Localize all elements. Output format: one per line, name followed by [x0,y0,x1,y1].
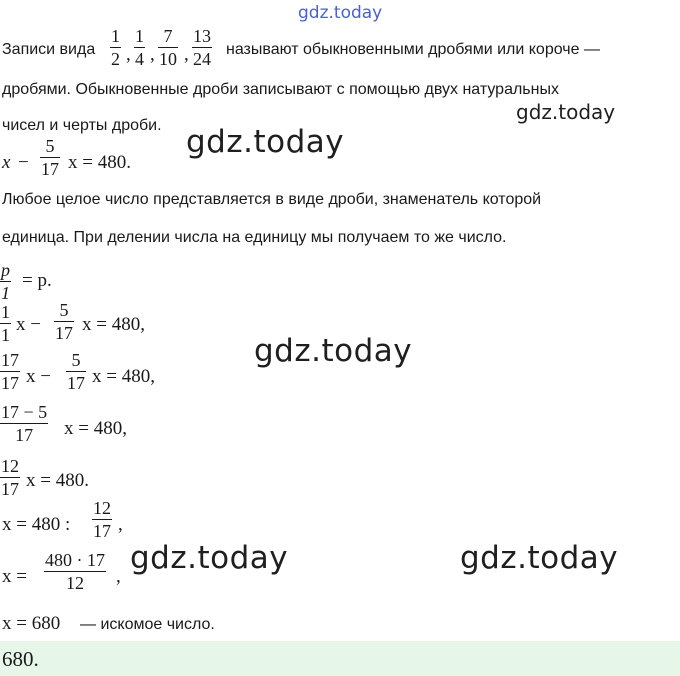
watermark: gdz.today [460,540,619,576]
step2-fraction-2: $\frac{5}{17}$ [55,300,73,343]
equation-rhs: x = 480. [68,152,131,173]
watermark: gdz.today [186,124,345,160]
step3-rhs: x = 480, [92,366,155,387]
step4-fraction: $\frac{17 - 5}{17}$ [1,402,48,445]
answer-bar [0,641,680,676]
step6-rhs: , [118,514,123,535]
step2-rhs: x = 480, [82,314,145,335]
equation-minus: − [18,152,29,173]
watermark-top: gdz.today [298,3,383,23]
step6-fraction: $\frac{12}{17}$ [93,498,111,541]
step7-rhs: , [116,566,121,587]
comma: , [150,44,155,65]
step7-lhs: x = [2,566,27,587]
step1-rhs: = p. [22,270,52,291]
fraction-13-24: $\frac{13}{24}$ [193,26,211,69]
watermark: gdz.today [516,100,616,124]
step8-math: x = 680 [2,613,61,634]
para1-prefix: Записи вида [2,41,96,58]
watermark: gdz.today [130,540,289,576]
step5-rhs: x = 480. [26,470,89,491]
step5-fraction: $\frac{12}{17}$ [1,456,19,499]
step4-rhs: x = 480, [64,418,127,439]
step3-fraction-1: $\frac{17}{17}$ [1,350,19,393]
step3-mid: x − [26,366,51,387]
step6-lhs: x = 480 : [2,514,71,535]
step2-mid: x − [16,314,41,335]
para1-line2: дробями. Обыкновенные дроби записывают с помощью двух натуральных [2,81,559,98]
fraction-1-2: $\frac{1}{2}$ [111,26,120,69]
fraction-1-4: $\frac{1}{4}$ [135,26,144,69]
equation-x: x [2,152,11,173]
watermark: gdz.today [254,333,413,369]
para1-line3: чисел и черты дроби. [2,117,162,134]
para1-suffix: называют обыкновенными дробями или короче — [226,41,600,58]
para2-line1: Любое целое число представляется в виде дроби, знаменатель которой [2,191,542,208]
comma: , [184,44,189,65]
equation-coef-fraction: $\frac{5}{17}$ [41,136,59,179]
step2-fraction-1: $\frac{1}{1}$ [1,302,10,345]
fraction-7-10: $\frac{7}{10}$ [159,26,177,69]
answer-value: 680. [2,647,39,671]
step7-fraction: $\frac{480 \cdot 17}{12}$ [45,550,105,593]
step8-text: — искомое число. [80,616,215,633]
step1-fraction: $\frac{p}{1}$ [1,260,10,303]
para2-line2: единица. При делении числа на единицу мы получаем то же число. [2,229,507,246]
comma: , [126,44,131,65]
step3-fraction-2: $\frac{5}{17}$ [67,350,85,393]
